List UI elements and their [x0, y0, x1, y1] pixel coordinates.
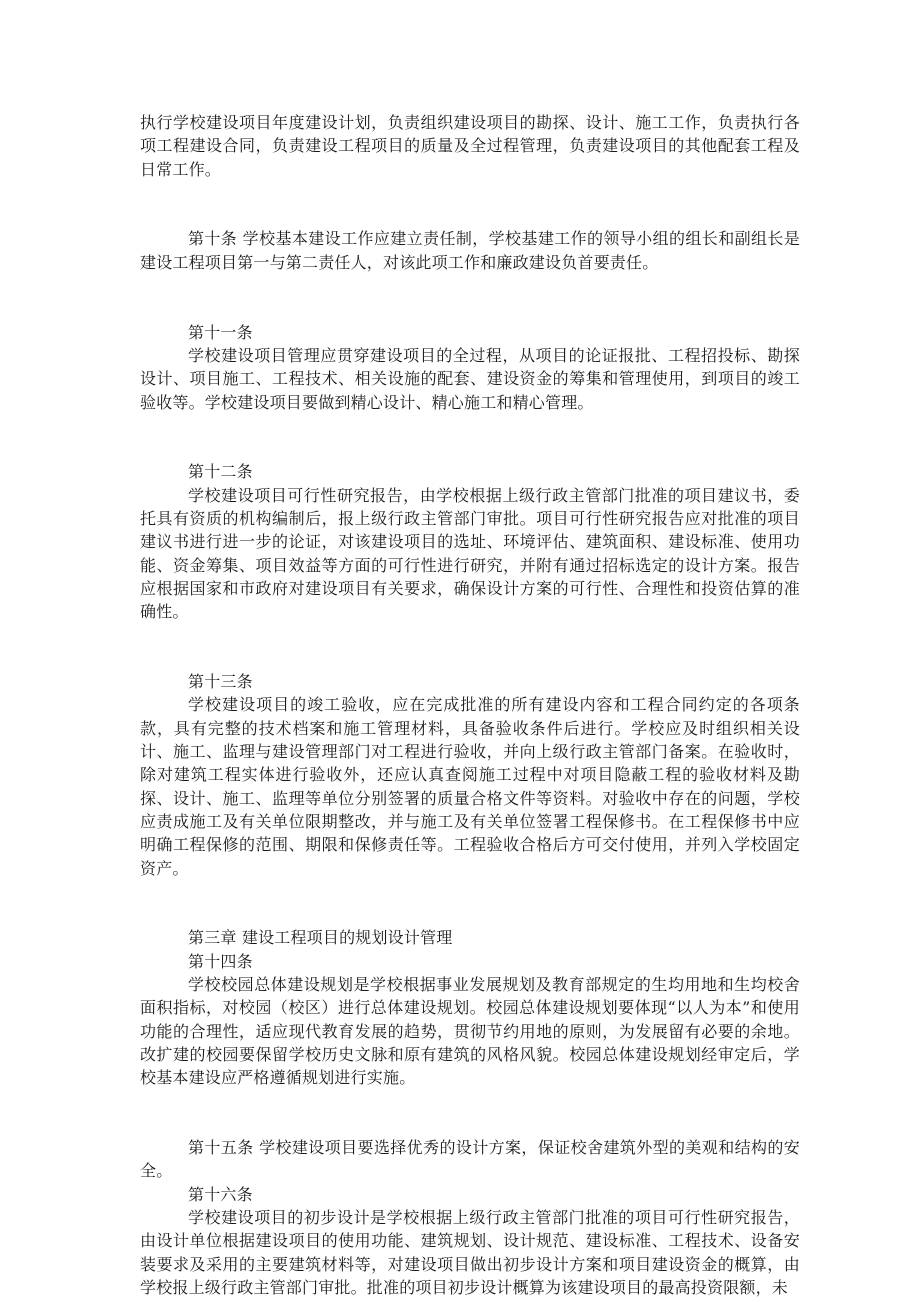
paragraph-gap: [140, 414, 800, 437]
paragraph-gap: [140, 1113, 800, 1136]
paragraph-continuation: 执行学校建设项目年度建设计划，负责组织建设项目的勘探、设计、施工工作，负责执行各项工程建设合同，负责建设工程项目的质量及全过程管理，负责建设项目的其他配套工程及日常工作。: [140, 113, 800, 179]
article-12-body: 学校建设项目可行性研究报告，由学校根据上级行政主管部门批准的项目建议书，委托具有资质的机构编制后，报上级行政主管部门审批。项目可行性研究报告应对批准的项目建议书进行进一步的论证，对该建设项目的选址、环境评估、建筑面积、建设标准、使用功能、资金筹集、项目效益等方面的可行性进行研究，并附有通过招标选定的设计方案。报告应根据国家和市政府对建设项目有关要求，确保设计方案的可行性、合理性和投资估算的准确性。: [140, 485, 800, 622]
article-14-body: 学校校园总体建设规划是学校根据事业发展规划及教育部规定的生均用地和生均校舍面积指标，对校园（校区）进行总体建设规划。校园总体建设规划要体现“以人为本”和使用功能的合理性，适应现代教育发展的趋势，贯彻节约用地的原则，为发展留有必要的余地。改扩建的校园要保留学校历史文脉和原有建筑的风格风貌。校园总体建设规划经审定后，学校基本建设应严格遵循规划进行实施。: [140, 974, 800, 1088]
article-10: 第十条 学校基本建设工作应建立责任制，学校基建工作的领导小组的组长和副组长是建设工程项目第一与第二责任人，对该此项工作和廉政建设负首要责任。: [140, 229, 800, 272]
article-13-body: 学校建设项目的竣工验收，应在完成批准的所有建设内容和工程合同约定的各项条款，具有完整的技术档案和施工管理材料，具备验收条件后进行。学校应及时组织相关设计、施工、监理与建设管理部门对工程进行验收，并向上级行政主管部门备案。在验收时，除对建筑工程实体进行验收外，还应认真查阅施工过程中对项目隐蔽工程的验收材料及勘探、设计、施工、监理等单位分别签署的质量合格文件等资料。对验收中存在的问题，学校应责成施工及有关单位限期整改，并与施工及有关单位签署工程保修书。在工程保修书中应明确工程保修的范围、期限和保修责任等。工程验收合格后方可交付使用，并列入学校固定资产。: [140, 695, 800, 878]
article-16-body: 学校建设项目的初步设计是学校根据上级行政主管部门批准的项目可行性研究报告，由设计单位根据建设项目的使用功能、建筑规划、设计规范、建设标准、工程技术、设备安装要求及采用的主要建筑材料等，对建设项目做出初步设计方案和项目建设资金的概算，由学校报上级行政主管部门审批。批准的项目初步设计概算为该建设项目的最高投资限额，未: [140, 1207, 800, 1297]
article-14-heading: 第十四条: [188, 951, 253, 971]
paragraph-gap: [140, 624, 800, 647]
article-11-body: 学校建设项目管理应贯穿建设项目的全过程，从项目的论证报批、工程招投标、勘探设计、项目施工、工程技术、相关设施的配套、建设资金的筹集和管理使用，到项目的竣工验收等。学校建设项目要做到精心设计、精心施工和精心管理。: [140, 345, 800, 412]
paragraph-gap: [140, 204, 800, 227]
paragraph-gap: [140, 274, 800, 297]
article-13-heading: 第十三条: [188, 672, 253, 692]
article-11-heading: 第十一条: [188, 322, 253, 342]
paragraph-gap: [140, 297, 800, 320]
paragraph-gap: [140, 181, 800, 204]
article-16-heading: 第十六条: [188, 1184, 253, 1204]
paragraph-gap: [140, 647, 800, 670]
chapter-3-title: 第三章 建设工程项目的规划设计管理: [188, 928, 453, 948]
article-12-heading: 第十二条: [188, 462, 253, 482]
document-body: [140, 111, 800, 1299]
paragraph-gap: [140, 1089, 800, 1112]
paragraph-gap: [140, 437, 800, 460]
paragraph-gap: [140, 903, 800, 926]
paragraph-gap: [140, 880, 800, 903]
article-15: 第十五条 学校建设项目要选择优秀的设计方案，保证校舍建筑外型的美观和结构的安全。: [140, 1138, 800, 1181]
